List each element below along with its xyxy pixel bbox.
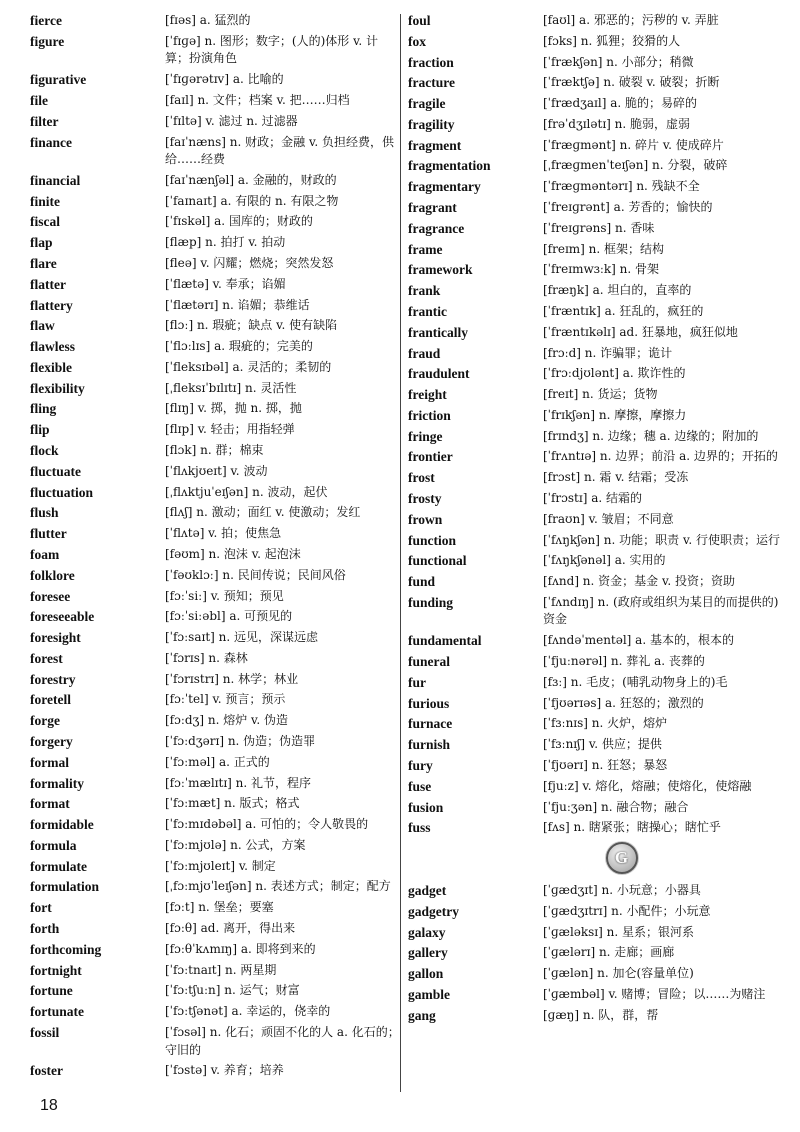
entry-word: fragment [408,137,462,153]
entry-word: foster [30,1063,63,1079]
entry-word: foreseeable [30,609,95,625]
entry-word: flip [30,422,50,438]
entry-definition: [ˈfɔːtnaɪt] n. 两星期 [165,962,277,977]
dictionary-entry [408,407,780,425]
entry-word: flattery [30,297,73,313]
dictionary-entry [30,113,400,131]
entry-definition: [fɔːt] n. 堡垒；要塞 [165,900,274,915]
dictionary-entry [408,965,780,983]
entry-word: frantic [408,303,447,319]
entry-definition: [ˈfɪɡərətɪv] a. 比喻的 [165,72,284,87]
dictionary-entry [30,317,400,335]
dictionary-entry [30,608,400,626]
dictionary-entry [408,116,780,134]
entry-definition: [ˌfræɡmenˈteɪʃən] n. 分裂，破碎 [543,158,728,173]
dictionary-entry [30,837,400,855]
dictionary-entry [30,816,400,834]
dictionary-entry [30,795,400,813]
column-divider [400,14,401,1092]
entry-definition: [ˈfrɪkʃən] n. 摩擦，摩擦力 [543,407,687,422]
entry-word: figurative [30,72,87,88]
dictionary-entry [408,261,780,279]
entry-definition: [frɔːd] n. 诈骗罪；诡计 [543,345,673,360]
dictionary-entry [408,532,780,550]
dictionary-entry [408,490,780,508]
dictionary-entry [408,33,780,51]
entry-word: fundamental [408,633,482,649]
entry-definition: [ˈfɔːməl] a. 正式的 [165,754,270,769]
dictionary-entry [30,12,400,30]
dictionary-entry [30,1003,400,1021]
entry-definition: [ˈɡælərɪ] n. 走廊；画廊 [543,945,675,960]
page-number: 18 [40,1097,58,1114]
entry-word: flare [30,256,57,271]
entry-definition: [ˈfræntɪk] a. 狂乱的，疯狂的 [543,303,704,318]
entry-word: finance [30,134,72,150]
entry-word: frown [408,511,443,527]
dictionary-entry [30,484,400,502]
dictionary-entry [30,193,400,211]
dictionary-entry [30,172,400,190]
dictionary-entry [30,255,400,273]
entry-definition: [ˈfʌndɪŋ] n. (政府或组织为某目的而提供的)资金 [543,594,779,627]
dictionary-entry [30,276,400,294]
entry-definition: [fɔːθˈkʌmɪŋ] a. 即将到来的 [165,941,316,956]
entry-definition: [frɪndʒ] n. 边缘；穗 a. 边缘的；附加的 [543,428,759,443]
entry-definition: [ˈfɔːsaɪt] n. 远见，深谋远虑 [165,630,319,645]
dictionary-entry [408,54,780,72]
entry-word: foresee [30,588,71,604]
entry-word: fragrance [408,220,465,236]
entry-word: forest [30,650,63,666]
dictionary-entry [408,632,780,650]
entry-word: foam [30,546,60,562]
entry-word: figure [30,33,65,49]
dictionary-entry [30,134,400,169]
entry-definition: [ˈfreɪɡrənt] a. 芳香的；愉快的 [543,200,713,215]
entry-word: fiscal [30,214,60,230]
entry-definition: [ˈfɜːnɪʃ] v. 供应；提供 [543,737,662,752]
dictionary-entry [408,345,780,363]
entry-definition: [ˈfɔːtʃuːn] n. 运气；财富 [165,983,300,998]
entry-word: gallon [408,966,444,982]
entry-definition: [fʌs] n. 瞎紧张；瞎操心；瞎忙乎 [543,820,721,835]
dictionary-entry [30,920,400,938]
dictionary-entry [30,878,400,896]
entry-definition: [ˈfɔːmæt] n. 版式；格式 [165,796,300,811]
dictionary-entry [30,754,400,772]
entry-definition: [ˈɡæmbəl] v. 赌博；冒险；以……为赌注 [543,986,766,1001]
entry-definition: [fɔːˈmælɪtɪ] n. 礼节，程序 [165,775,312,790]
entry-definition: [faʊl] a. 邪恶的；污秽的 v. 弄脏 [543,13,719,27]
dictionary-entry [30,941,400,959]
entry-definition: [ˈfʌŋkʃən] n. 功能；职责 v. 行使职责；运行 [543,532,780,547]
dictionary-entry [408,365,780,383]
entry-definition: [ˈfreɪmwɜːk] n. 骨架 [543,262,660,277]
dictionary-entry [408,552,780,570]
entry-word: finite [30,193,60,209]
entry-word: framework [408,262,473,278]
entry-definition: [ˈɡælən] n. 加仑(容量单位) [543,966,694,981]
entry-definition: [ˈfɔːmjʊlə] n. 公式，方案 [165,837,306,852]
entry-definition: [ˈfəʊklɔː] n. 民间传说；民间风俗 [165,567,346,582]
entry-word: formulate [30,858,87,874]
entry-word: fluctuate [30,463,81,479]
dictionary-entry [30,671,400,689]
entry-definition: [fjuːz] v. 熔化，熔融；使熔化，使熔融 [543,778,752,793]
entry-word: fuss [408,820,431,836]
dictionary-entry [408,386,780,404]
dictionary-entry [408,903,780,921]
entry-word: formidable [30,817,94,833]
entry-definition: [ˈfɔsəl] n. 化石；顽固不化的人 a. 化石的；守旧的 [165,1024,400,1057]
entry-word: fringe [408,428,443,444]
entry-definition: [ˌfleksɪˈbɪlɪtɪ] n. 灵活性 [165,380,297,395]
entry-definition: [flæp] n. 拍打 v. 拍动 [165,235,286,250]
entry-word: functional [408,553,467,569]
entry-definition: [fɔːˈsiːəbl] a. 可预见的 [165,609,293,624]
entry-definition: [fɔːdʒ] n. 熔炉 v. 伪造 [165,713,288,728]
entry-definition: [ˈflʌkjʊeɪt] v. 波动 [165,463,268,478]
left-column [30,12,400,1083]
entry-definition: [ˌfɔːmjʊˈleɪʃən] n. 表述方式；制定；配方 [165,879,391,894]
entry-word: gallery [408,945,448,961]
entry-word: formality [30,775,84,791]
entry-word: frontier [408,449,453,465]
dictionary-entry [408,324,780,342]
dictionary-entry [408,220,780,238]
dictionary-entry [30,92,400,110]
right-g-section [408,882,780,1024]
entry-word: furnish [408,737,451,753]
entry-word: formal [30,754,69,770]
entry-definition: [flɪp] v. 轻击；用指轻弹 [165,422,295,437]
dictionary-entry [30,400,400,418]
entry-word: fossil [30,1024,60,1040]
entry-definition: [ˌflʌktjuˈeɪʃən] n. 波动，起伏 [165,484,328,499]
entry-word: frosty [408,490,442,506]
entry-definition: [faɪˈnæns] n. 财政；金融 v. 负担经费，供给……经费 [165,134,394,167]
dictionary-entry [408,757,780,775]
entry-definition: [fræŋk] a. 坦白的，直率的 [543,283,692,298]
dictionary-entry [408,241,780,259]
dictionary-entry [30,546,400,564]
entry-definition: [ˈfɔːmjʊleɪt] v. 制定 [165,858,276,873]
entry-word: frame [408,241,443,257]
entry-word: fraction [408,54,454,70]
dictionary-entry [408,469,780,487]
dictionary-entry [408,594,780,629]
entry-definition: [ˈfrækʃən] n. 小部分；稍微 [543,54,694,69]
entry-definition: [ˈfreɪɡrəns] n. 香味 [543,220,655,235]
entry-word: fusion [408,799,444,815]
entry-definition: [ˈfræɡmənt] n. 碎片 v. 使成碎片 [543,137,724,152]
entry-definition: [frɔst] n. 霜 v. 结霜；受冻 [543,470,689,485]
entry-definition: [fɔːˈsiː] v. 预知；预见 [165,588,284,603]
entry-word: flap [30,235,53,251]
dictionary-entry [408,778,780,796]
dictionary-entry [30,463,400,481]
entry-word: format [30,796,70,812]
entry-definition: [ˈflætə] v. 奉承；谄媚 [165,276,286,291]
dictionary-entry [30,1062,400,1080]
entry-definition: [ˈfɔːtʃənət] a. 幸运的，侥幸的 [165,1004,331,1019]
entry-word: folklore [30,567,75,583]
entry-definition: [ˈfrʌntɪə] n. 边界；前沿 a. 边界的；开拓的 [543,449,778,464]
dictionary-entry [30,380,400,398]
entry-word: function [408,532,457,548]
entry-word: fraudulent [408,366,470,382]
entry-word: fling [30,401,57,417]
dictionary-entry [30,504,400,522]
entry-word: fortnight [30,962,82,978]
letter-g-badge: G [606,842,638,874]
entry-definition: [ˈfɔrɪs] n. 森林 [165,650,248,665]
entry-definition: [fɔːˈtel] v. 预言；预示 [165,692,286,707]
entry-word: fluctuation [30,484,94,500]
entry-definition: [ˈɡæləksɪ] n. 星系；银河系 [543,924,695,939]
entry-definition: [freɪm] n. 框架；结构 [543,241,665,256]
dictionary-entry [408,1007,780,1025]
entry-definition: [ˈfrɔstɪ] a. 结霜的 [543,490,642,505]
entry-definition: [ˈflɔːlɪs] a. 瑕疵的；完美的 [165,339,313,354]
entry-word: fortunate [30,1004,84,1020]
entry-definition: [fəʊm] n. 泡沫 v. 起泡沫 [165,546,301,561]
entry-word: fury [408,757,433,773]
entry-word: forth [30,921,60,936]
entry-word: filter [30,113,59,129]
entry-definition: [ˈfɔrɪstrɪ] n. 林学；林业 [165,671,299,686]
dictionary-entry [408,819,780,837]
entry-definition: [fʌndəˈmentəl] a. 基本的，根本的 [543,633,734,648]
entry-word: flaw [30,318,55,334]
dictionary-entry [408,12,780,30]
entry-definition: [fraʊn] v. 皱眉；不同意 [543,511,674,526]
dictionary-entry [408,674,780,692]
dictionary-entry [408,157,780,175]
entry-definition: [flʌʃ] n. 激动；面红 v. 使激动；发红 [165,505,361,520]
entry-definition: [ˈfɔstə] v. 养育；培养 [165,1063,284,1078]
entry-word: fur [408,674,426,690]
entry-definition: [ˈfleksɪbəl] a. 灵活的；柔韧的 [165,359,332,374]
entry-word: fragmentation [408,158,491,174]
entry-word: flawless [30,339,75,355]
entry-definition: [ˈfræntɪkəlɪ] ad. 狂暴地，疯狂似地 [543,324,738,339]
entry-definition: [ˈfrɔːdjʊlənt] a. 欺诈性的 [543,366,686,381]
entry-word: fuse [408,778,432,794]
entry-word: fragile [408,96,446,112]
entry-word: gang [408,1007,436,1023]
entry-definition: [flɪŋ] v. 掷，抛 n. 掷，抛 [165,401,302,416]
entry-word: galaxy [408,924,446,940]
dictionary-entry [30,733,400,751]
dictionary-entry [30,297,400,315]
dictionary-entry [30,899,400,917]
dictionary-entry [408,282,780,300]
dictionary-entry [408,715,780,733]
entry-word: flexible [30,359,72,375]
dictionary-entry [30,775,400,793]
dictionary-entry [30,1024,400,1059]
dictionary-entry [408,74,780,92]
entry-definition: [flɔk] n. 群；棉束 [165,443,264,458]
dictionary-entry [408,178,780,196]
entry-word: frost [408,470,435,486]
entry-word: file [30,92,48,108]
entry-definition: [ˈfɪskəl] a. 国库的；财政的 [165,214,313,229]
dictionary-entry [408,986,780,1004]
dictionary-entry [408,736,780,754]
entry-definition: [ˈfræɡməntərɪ] n. 残缺不全 [543,179,700,194]
entry-definition: [ˈfaɪnaɪt] a. 有限的 n. 有限之物 [165,193,339,208]
entry-word: funding [408,594,454,610]
entry-word: frank [408,283,441,299]
entry-word: gadgetry [408,903,459,919]
dictionary-entry [408,799,780,817]
dictionary-entry [408,95,780,113]
entry-word: fort [30,900,52,916]
entry-definition: [fɜː] n. 毛皮；(哺乳动物身上的)毛 [543,674,728,689]
entry-definition: [faɪl] n. 文件；档案 v. 把……归档 [165,92,350,107]
entry-definition: [ˈɡædʒɪtrɪ] n. 小配件；小玩意 [543,903,711,918]
entry-definition: [flɔː] n. 瑕疵；缺点 v. 使有缺陷 [165,318,338,333]
dictionary-entry [408,573,780,591]
entry-definition: [ˈfʌŋkʃənəl] a. 实用的 [543,553,666,568]
dictionary-entry [408,695,780,713]
entry-definition: [ˈɡædʒɪt] n. 小玩意；小器具 [543,883,701,898]
dictionary-entry [408,428,780,446]
dictionary-entry [30,691,400,709]
entry-definition: [fɔːθ] ad. 离开，得出来 [165,921,296,935]
dictionary-entry [408,653,780,671]
entry-word: fraud [408,345,441,361]
entry-word: friction [408,407,451,423]
right-f-section [408,12,780,837]
dictionary-entry [30,962,400,980]
entry-definition: [ˈflætərɪ] n. 谄媚；恭维话 [165,297,310,312]
dictionary-entry [30,567,400,585]
entry-word: flexibility [30,380,85,396]
entry-word: furious [408,695,450,711]
entry-word: forge [30,713,60,729]
entry-definition: [ˈfræktʃə] n. 破裂 v. 破裂；折断 [543,75,720,90]
dictionary-entry [30,982,400,1000]
entry-word: financial [30,172,81,188]
dictionary-entry [408,303,780,321]
entry-definition: [ˈfɔːdʒərɪ] n. 伪造；伪造罪 [165,733,316,748]
dictionary-entry [408,137,780,155]
entry-definition: [fɔks] n. 狐狸；狡猾的人 [543,33,681,48]
entry-word: formulation [30,879,99,895]
entry-word: fracture [408,75,455,91]
dictionary-entry [30,234,400,252]
entry-definition: [ˈfɪltə] v. 滤过 n. 过滤器 [165,113,298,128]
entry-word: formula [30,837,77,853]
entry-definition: [ˈfɪɡə] n. 图形；数字；(人的)体形 v. 计算；扮演角色 [165,33,379,66]
entry-word: fortune [30,983,73,999]
dictionary-entry [30,629,400,647]
entry-word: fund [408,574,436,590]
dictionary-entry [408,924,780,942]
entry-definition: [fʌnd] n. 资金；基金 v. 投资；资助 [543,574,735,589]
dictionary-entry [30,858,400,876]
dictionary-entry [30,213,400,231]
entry-definition: [ˈfjʊərɪəs] a. 狂怒的；激烈的 [543,695,704,710]
dictionary-entry [30,71,400,89]
entry-word: gadget [408,883,447,899]
dictionary-entry [30,588,400,606]
dictionary-entry [30,359,400,377]
dictionary-entry [408,199,780,217]
entry-definition: [ˈfrædʒaɪl] a. 脆的；易碎的 [543,96,698,111]
entry-word: foretell [30,692,71,708]
dictionary-entry [30,442,400,460]
dictionary-entry [30,338,400,356]
right-column [408,12,780,1028]
entry-word: fragrant [408,200,457,216]
dictionary-entry [30,33,400,68]
dictionary-entry [30,525,400,543]
entry-word: foul [408,13,431,28]
entry-word: forthcoming [30,941,102,957]
entry-word: flutter [30,526,67,542]
entry-word: funeral [408,654,450,670]
entry-word: forestry [30,671,76,687]
dictionary-entry [30,712,400,730]
entry-word: forgery [30,733,73,749]
entry-word: furnace [408,716,453,732]
entry-definition: [ˈfɜːnɪs] n. 火炉，熔炉 [543,716,668,731]
entry-word: fragility [408,116,455,132]
entry-word: freight [408,387,447,403]
entry-definition: [ˈfjuːʒən] n. 融合物；融合 [543,799,689,814]
dictionary-entry [408,511,780,529]
entry-word: foresight [30,630,81,646]
entry-word: frantically [408,324,468,340]
entry-definition: [ɡæŋ] n. 队，群，帮 [543,1007,659,1022]
entry-word: fox [408,33,426,49]
entry-definition: [fleə] v. 闪耀；燃烧；突然发怒 [165,256,334,270]
entry-definition: [fɪəs] a. 猛烈的 [165,13,251,27]
entry-word: fierce [30,13,62,28]
entry-definition: [ˈfjuːnərəl] n. 葬礼 a. 丧葬的 [543,654,705,669]
entry-definition: [ˈfjʊərɪ] n. 狂怒；暴怒 [543,757,668,772]
dictionary-entry [30,650,400,668]
letter-section-header [408,840,780,876]
entry-definition: [ˈfɔːmɪdəbəl] a. 可怕的；令人敬畏的 [165,817,369,832]
entry-word: gamble [408,986,450,1002]
dictionary-entry [408,944,780,962]
entry-word: flatter [30,276,66,292]
entry-definition: [faɪˈnænʃəl] a. 金融的，财政的 [165,172,337,187]
dictionary-entry [30,421,400,439]
dictionary-entry [408,448,780,466]
entry-word: fragmentary [408,179,481,195]
entry-definition: [freɪt] n. 货运；货物 [543,387,658,402]
entry-word: flock [30,443,59,459]
dictionary-entry [408,882,780,900]
entry-definition: [ˈflʌtə] v. 拍；使焦急 [165,526,282,541]
entry-word: flush [30,505,59,521]
entry-definition: [frəˈdʒɪlətɪ] n. 脆弱，虚弱 [543,116,691,131]
